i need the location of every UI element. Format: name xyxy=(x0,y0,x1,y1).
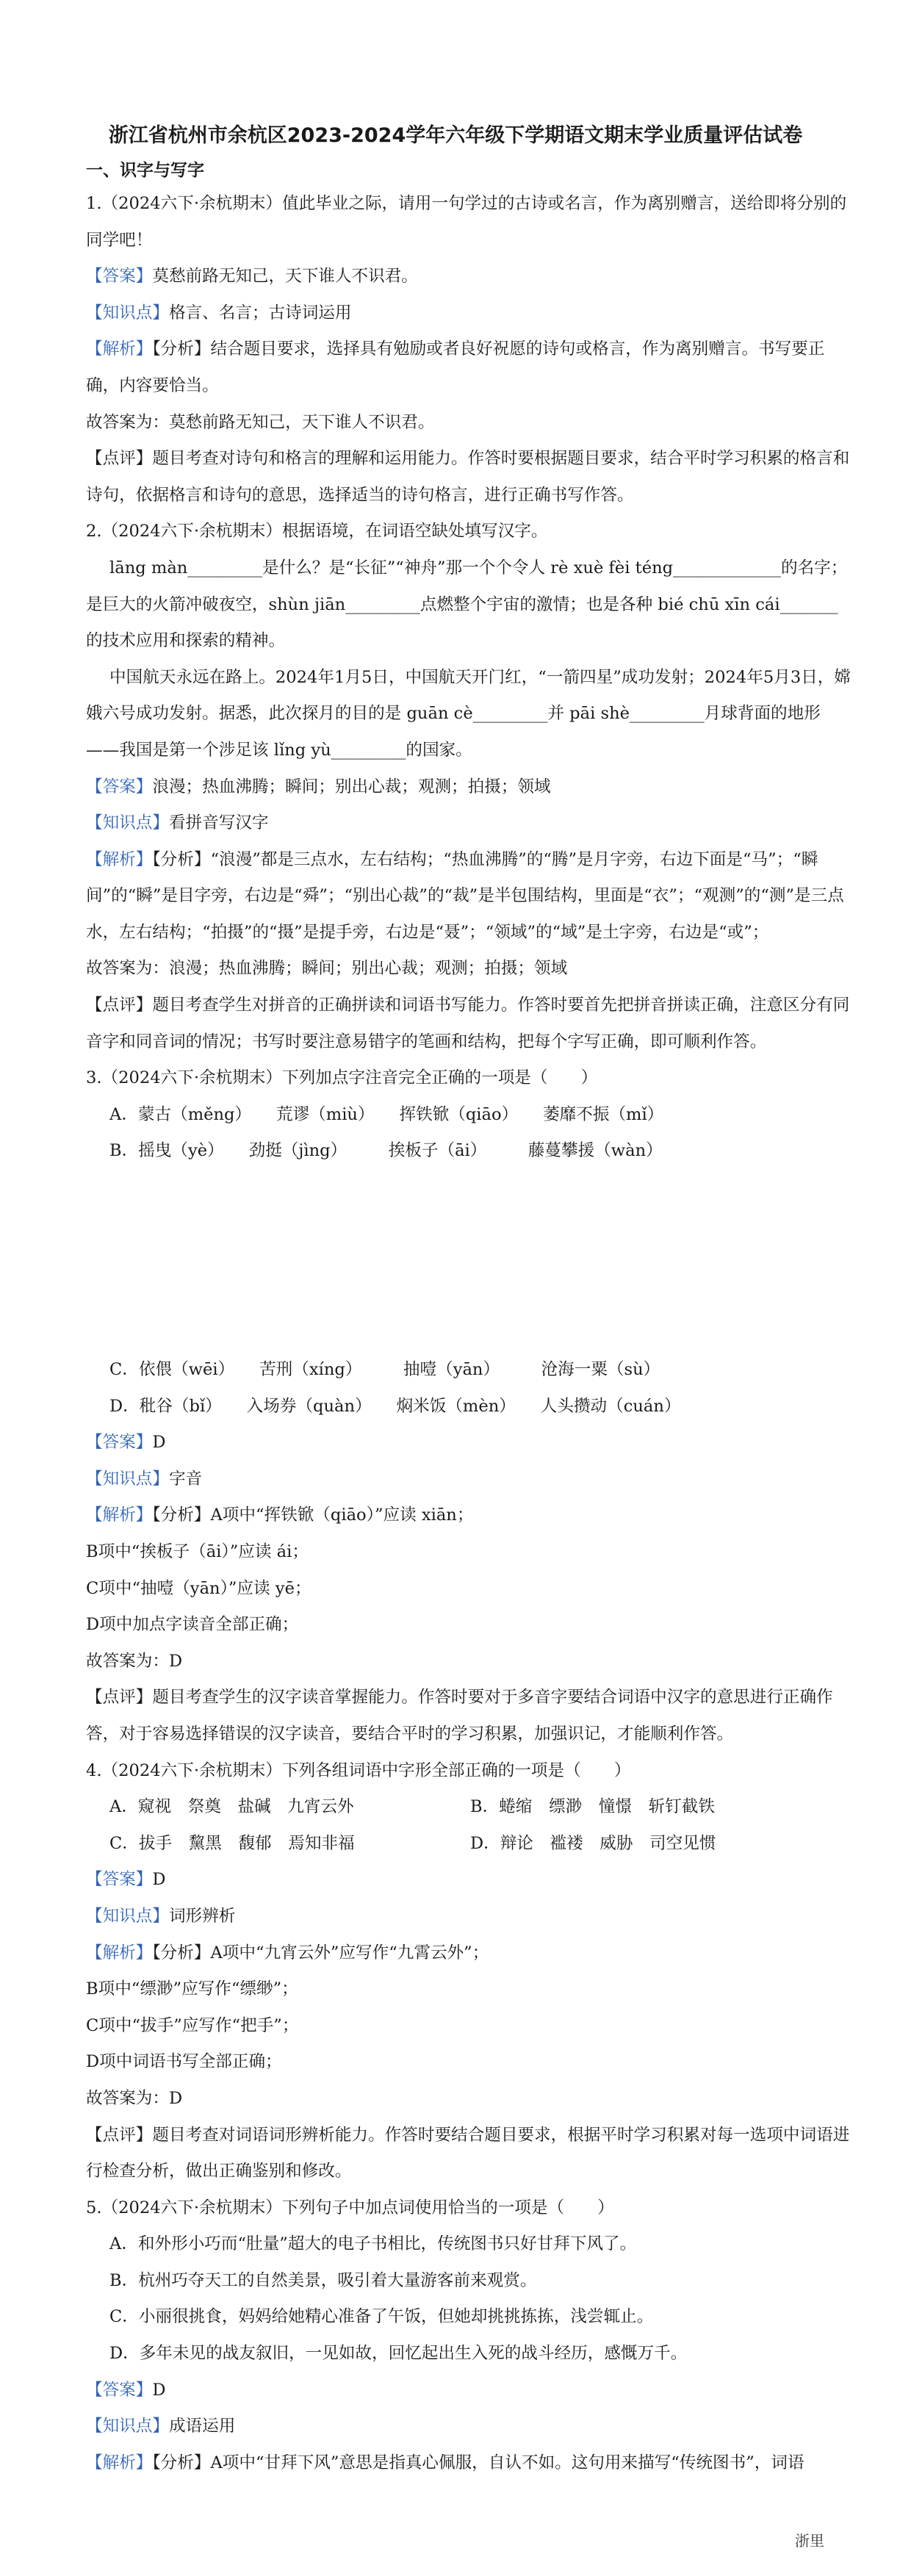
q2-passage-paragraph: 中国航天永远在路上。2024年1月5日，中国航天开门红，“一箭四星”成功发射；2024年5月3日，嫦娥六号成功发射。据悉，此次探月的目的是 guān cè_________并 pāi shè_________月球背面的地形——我国是第一个涉足该 lǐng yù_________的国家。 xyxy=(86,667,851,760)
q3-stem: 3.（2024六下·余杭期末）下列加点字注音完全正确的一项是（ ） xyxy=(86,1068,598,1088)
comment-label: 【点评】 xyxy=(86,2125,153,2145)
q4-option-c: C．拔手 黧黑 馥郁 焉知非福 xyxy=(109,1833,355,1853)
analysis-label: 【解析】 xyxy=(86,339,153,359)
q5-option-a: A．和外形小巧而“肚量”超大的电子书相比，传统图书只好甘拜下风了。 xyxy=(109,2234,637,2254)
question-5 xyxy=(86,2190,854,2482)
comment-text: 题目考查学生的汉字读音掌握能力。作答时要对于多音字要结合词语中汉字的意思进行正确作答，对于容易选择错误的汉字读音，要结合平时的学习积累，加强识记，才能顺利作答。 xyxy=(86,1688,833,1744)
page-gap xyxy=(86,1170,854,1352)
knowledge-text: 词形辨析 xyxy=(168,1906,236,1926)
q4-analysis-line: C项中“拔手”应写作“把手”； xyxy=(86,2015,299,2035)
fenxi-label: 【分析】 xyxy=(152,1505,211,1525)
answer-label: 【答案】 xyxy=(86,1870,153,1890)
q2-analysis xyxy=(86,842,854,951)
page-title: 浙江省杭州市余杭区2023-2024学年六年级下学期语文期末学业质量评估试卷 xyxy=(108,124,803,147)
section-heading: 一、识字与写字 xyxy=(86,161,204,180)
analysis-text: 结合题目要求，选择具有勉励或者良好祝愿的诗句或格言，作为离别赠言。书写要正确，内容要恰当。 xyxy=(86,339,825,395)
page-footer: 浙里 xyxy=(795,2532,824,2550)
analysis-label: 【解析】 xyxy=(86,1943,153,1962)
q5-option-b: B．杭州巧夺天工的自然美景，吸引着大量游客前来观赏。 xyxy=(109,2270,537,2290)
document-body xyxy=(86,156,854,2481)
question-2 xyxy=(86,514,854,1060)
knowledge-text: 成语运用 xyxy=(168,2417,236,2436)
q3-analysis-line: D项中加点字读音全部正确； xyxy=(86,1615,299,1635)
answer-text: D xyxy=(152,2380,166,2400)
question-1 xyxy=(86,186,854,514)
fenxi-label: 【分析】 xyxy=(152,1943,211,1962)
q3-conclusion: 故答案为：D xyxy=(86,1651,183,1671)
answer-text: 浪漫；热血沸腾；瞬间；别出心裁；观测；拍摄；领域 xyxy=(152,777,551,796)
q2-passage-paragraph: lāng màn_________是什么？是“长征”“神舟”那一个个令人 rè xuè fèi téng_____________的名字；是巨大的火箭冲破夜空，shùn jiān_________点燃整个宇宙的激情；也是各种 bié chū xīn cái_______的技术应用和探索的精神。 xyxy=(86,558,848,651)
q4-option-d: D．辩论 褴褛 威胁 司空见惯 xyxy=(470,1833,716,1853)
comment-label: 【点评】 xyxy=(86,1688,153,1708)
q3-analysis-line: C项中“抽噎（yān）”应读 yē； xyxy=(86,1578,312,1598)
q3-option-b: B．摇曳（yè） 劲挺（jìng） 挨板子（āi） 藤蔓攀援（wàn） xyxy=(109,1141,663,1161)
analysis-label: 【解析】 xyxy=(86,849,153,869)
answer-label: 【答案】 xyxy=(86,777,153,796)
analysis-label: 【解析】 xyxy=(86,2453,153,2472)
fenxi-label: 【分析】 xyxy=(152,2453,211,2472)
comment-text: 题目考查学生对拼音的正确拼读和词语书写能力。作答时要首先把拼音拼读正确，注意区分有同音字和同音词的情况；书写时要注意易错字的笔画和结构，把每个字写正确，即可顺利作答。 xyxy=(86,996,850,1051)
question-3 xyxy=(86,1060,854,1752)
question-4 xyxy=(86,1753,854,2190)
q4-option-row xyxy=(86,1789,854,1826)
q1-stem: 1.（2024六下·余杭期末）值此毕业之际，请用一句学过的古诗或名言，作为离别赠言，送给即将分别的同学吧！ xyxy=(86,194,847,250)
q4-analysis xyxy=(86,1935,854,1972)
q4-answer xyxy=(86,1862,854,1899)
answer-text: 莫愁前路无知己，天下谁人不识君。 xyxy=(152,267,418,287)
q2-stem: 2.（2024六下·余杭期末）根据语境，在词语空缺处填写汉字。 xyxy=(86,522,548,542)
q5-option-c: C．小丽很挑食，妈妈给她精心准备了午饭，但她却挑挑拣拣，浅尝辄止。 xyxy=(109,2307,654,2327)
knowledge-label: 【知识点】 xyxy=(86,813,169,833)
q3-option-c: C．依偎（wēi） 苦刑（xíng） 抽噎（yān） 沧海一粟（sù） xyxy=(109,1360,660,1380)
q5-option-d: D．多年未见的战友叙旧，一见如故，回忆起出生入死的战斗经历，感慨万千。 xyxy=(109,2344,688,2364)
knowledge-text: 格言、名言；古诗词运用 xyxy=(168,303,352,323)
q4-option-row xyxy=(86,1826,854,1863)
q3-answer xyxy=(86,1425,854,1461)
q3-knowledge xyxy=(86,1461,854,1498)
comment-text: 题目考查对词语词形辨析能力。作答时要结合题目要求，根据平时学习积累对每一选项中词语进行检查分析，做出正确鉴别和修改。 xyxy=(86,2125,850,2181)
q4-option-b: B．蜷缩 缥渺 憧憬 斩钉截铁 xyxy=(470,1797,715,1817)
comment-text: 题目考查对诗句和格言的理解和运用能力。作答时要根据题目要求，结合平时学习积累的格言和诗句，依据格言和诗句的意思，选择适当的诗句格言，进行正确书写作答。 xyxy=(86,449,850,505)
q5-answer xyxy=(86,2372,854,2409)
q1-analysis xyxy=(86,331,854,404)
q5-analysis xyxy=(86,2445,854,2482)
answer-text: D xyxy=(152,1433,166,1453)
q4-option-a: A．窥视 祭奠 盐碱 九宵云外 xyxy=(109,1797,354,1817)
q3-analysis-line: B项中“挨板子（āi）”应读 ái； xyxy=(86,1542,309,1561)
q2-answer xyxy=(86,769,854,806)
q1-conclusion: 故答案为：莫愁前路无知己，天下谁人不识君。 xyxy=(86,412,435,432)
q3-analysis xyxy=(86,1497,854,1534)
comment-label: 【点评】 xyxy=(86,449,153,469)
knowledge-text: 字音 xyxy=(168,1469,203,1489)
analysis-text: “浪漫”都是三点水，左右结构；“热血沸腾”的“腾”是月字旁，右边下面是“马”；“瞬间”的“瞬”是目字旁，右边是“舜”；“别出心裁”的“裁”是半包围结构，里面是“衣”；“观测”的“测”是三点水，左右结构；“拍摄”的“摄”是提手旁，右边是“聂”；“领域”的“域”是土字旁，右边是“或”； xyxy=(86,849,844,942)
q3-option-d: D．秕谷（bǐ） 入场券（quàn） 焖米饭（mèn） 人头攒动（cuán） xyxy=(109,1396,681,1416)
knowledge-label: 【知识点】 xyxy=(86,1906,169,1926)
q4-knowledge xyxy=(86,1899,854,1935)
answer-text: D xyxy=(152,1870,166,1890)
q5-stem: 5.（2024六下·余杭期末）下列句子中加点词使用恰当的一项是（ ） xyxy=(86,2198,614,2217)
q4-analysis-line: B项中“缥渺”应写作“缥缈”； xyxy=(86,1979,298,1999)
knowledge-label: 【知识点】 xyxy=(86,303,169,323)
knowledge-label: 【知识点】 xyxy=(86,1469,169,1489)
q1-answer xyxy=(86,259,854,295)
knowledge-text: 看拼音写汉字 xyxy=(168,813,269,833)
analysis-label: 【解析】 xyxy=(86,1505,153,1525)
fenxi-label: 【分析】 xyxy=(152,849,211,869)
comment-label: 【点评】 xyxy=(86,996,153,1015)
analysis-text: A项中“九宵云外”应写作“九霄云外”； xyxy=(210,1943,489,1962)
fenxi-label: 【分析】 xyxy=(152,339,211,359)
analysis-text: A项中“甘拜下风”意思是指真心佩服，自认不如。这句用来描写“传统图书”，词语 xyxy=(210,2453,804,2472)
q1-knowledge xyxy=(86,295,854,332)
q2-comment xyxy=(86,987,854,1060)
answer-label: 【答案】 xyxy=(86,1433,153,1453)
q4-conclusion: 故答案为：D xyxy=(86,2088,183,2108)
answer-label: 【答案】 xyxy=(86,2380,153,2400)
q5-knowledge xyxy=(86,2408,854,2445)
knowledge-label: 【知识点】 xyxy=(86,2417,169,2436)
q1-comment xyxy=(86,441,854,514)
q3-comment xyxy=(86,1680,854,1752)
q4-comment xyxy=(86,2118,854,2190)
answer-label: 【答案】 xyxy=(86,267,153,287)
q4-stem: 4.（2024六下·余杭期末）下列各组词语中字形全部正确的一项是（ ） xyxy=(86,1760,631,1780)
q2-knowledge xyxy=(86,805,854,842)
q2-conclusion: 故答案为：浪漫；热血沸腾；瞬间；别出心裁；观测；拍摄；领域 xyxy=(86,959,568,979)
q4-analysis-line: D项中词语书写全部正确； xyxy=(86,2052,282,2072)
q3-option-a: A．蒙古（měng） 荒谬（miù） 挥铁锨（qiāo） 萎靡不振（mǐ） xyxy=(109,1104,664,1124)
analysis-text: A项中“挥铁锨（qiāo）”应读 xiān； xyxy=(210,1505,474,1525)
